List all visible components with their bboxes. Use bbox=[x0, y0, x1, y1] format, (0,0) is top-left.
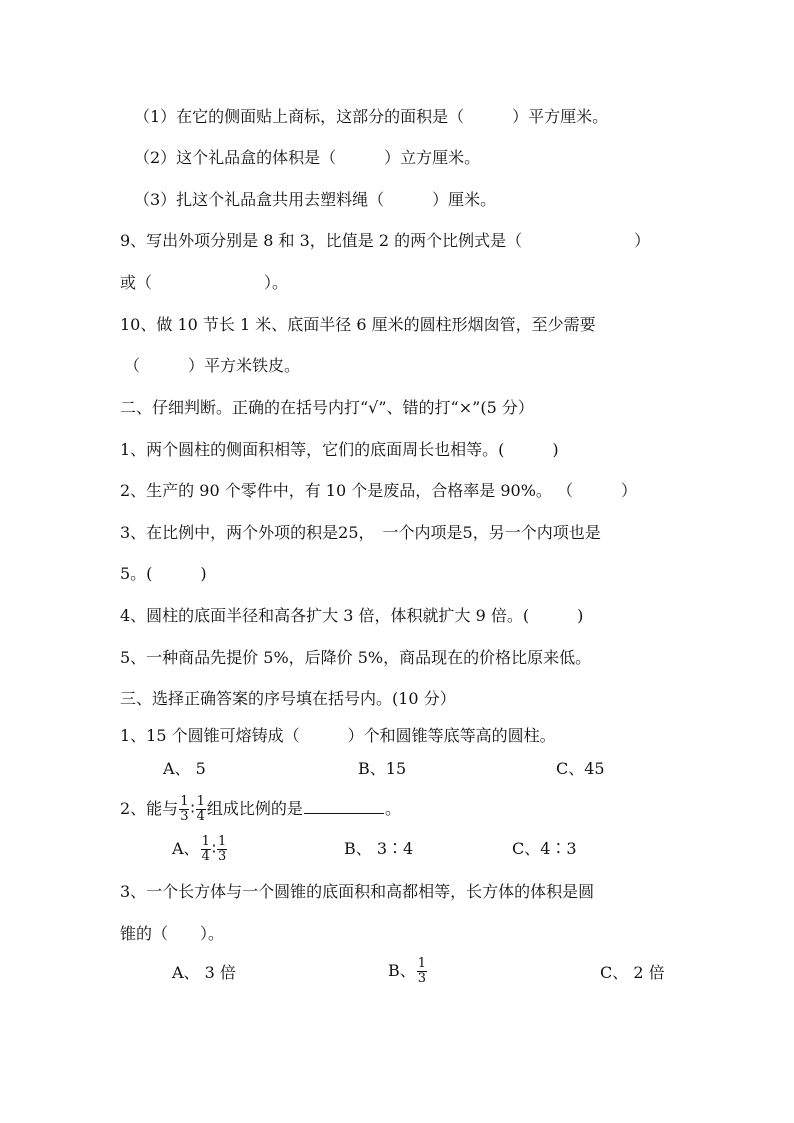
fraction-one-third: $\frac{1}{3}$ bbox=[218, 834, 227, 864]
sub-question-2: （2）这个礼品盒的体积是（ ）立方厘米。 bbox=[134, 148, 481, 167]
choice-question-3-continued: 锥的（ ）。 bbox=[120, 924, 225, 943]
sub-question-3: （3）扎这个礼品盒共用去塑料绳（ ）厘米。 bbox=[134, 190, 497, 209]
choice-question-3: 3、一个长方体与一个圆锥的底面积和高都相等，长方体的体积是圆 bbox=[120, 882, 595, 901]
ratio-colon: ∶ bbox=[190, 799, 195, 818]
choice-1-option-c: C、45 bbox=[556, 759, 605, 778]
choice-2-suffix: 组成比例的是 bbox=[206, 799, 303, 818]
choice-3-option-a: A、 3 倍 bbox=[172, 963, 236, 982]
choice-2-option-a: A、 $\frac{1}{4}$ ∶ $\frac{1}{3}$ bbox=[172, 834, 227, 864]
choice-1-option-a: A、 5 bbox=[163, 759, 206, 778]
choice-2-option-b: B、 3∶4 bbox=[344, 839, 414, 858]
choice-3-option-b: B、 $\frac{1}{3}$ bbox=[388, 956, 427, 986]
question-10-continued: （ ）平方米铁皮。 bbox=[124, 356, 301, 375]
judge-item-3: 3、在比例中，两个外项的积是25， 一个内项是5，另一个内项也是 bbox=[120, 523, 601, 542]
choice-3-option-c: C、 2 倍 bbox=[600, 963, 665, 982]
answer-blank-line bbox=[304, 797, 384, 814]
fraction-one-third: $\frac{1}{3}$ bbox=[417, 956, 427, 986]
question-10: 10、做 10 节长 1 米、底面半径 6 厘米的圆柱形烟囱管，至少需要 bbox=[120, 315, 596, 334]
fraction-one-fourth: $\frac{1}{4}$ bbox=[196, 794, 205, 824]
choice-2-prefix: 2、能与 bbox=[120, 799, 179, 818]
section-2-heading: 二、仔细判断。正确的在括号内打“√”、错的打“×”(5 分） bbox=[120, 398, 534, 417]
judge-item-1: 1、两个圆柱的侧面积相等，它们的底面周长也相等。( ) bbox=[120, 440, 559, 459]
question-9: 9、写出外项分别是 8 和 3，比值是 2 的两个比例式是（ ） bbox=[120, 231, 651, 250]
judge-item-3-continued: 5。( ) bbox=[120, 564, 207, 583]
section-3-heading: 三、选择正确答案的序号填在括号内。(10 分） bbox=[120, 689, 456, 708]
choice-question-1: 1、15 个圆锥可熔铸成（ ）个和圆锥等底等高的圆柱。 bbox=[120, 726, 556, 745]
choice-2-option-c: C、4∶3 bbox=[512, 839, 577, 858]
judge-item-5: 5、一种商品先提价 5%，后降价 5%，商品现在的价格比原来低。 bbox=[120, 648, 592, 667]
choice-1-option-b: B、15 bbox=[358, 759, 407, 778]
fraction-one-third: $\frac{1}{3}$ bbox=[180, 794, 189, 824]
choice-question-2: 2、能与 $\frac{1}{3}$ ∶ $\frac{1}{4}$ 组成比例的是 。 bbox=[120, 794, 401, 824]
judge-item-4: 4、圆柱的底面半径和高各扩大 3 倍，体积就扩大 9 倍。( ) bbox=[120, 606, 584, 625]
fraction-one-fourth: $\frac{1}{4}$ bbox=[201, 834, 210, 864]
judge-item-2: 2、生产的 90 个零件中，有 10 个是废品，合格率是 90%。 （ ） bbox=[120, 481, 637, 500]
question-9-continued: 或（ ）。 bbox=[120, 273, 289, 292]
sub-question-1: （1）在它的侧面贴上商标，这部分的面积是（ ）平方厘米。 bbox=[134, 107, 609, 126]
